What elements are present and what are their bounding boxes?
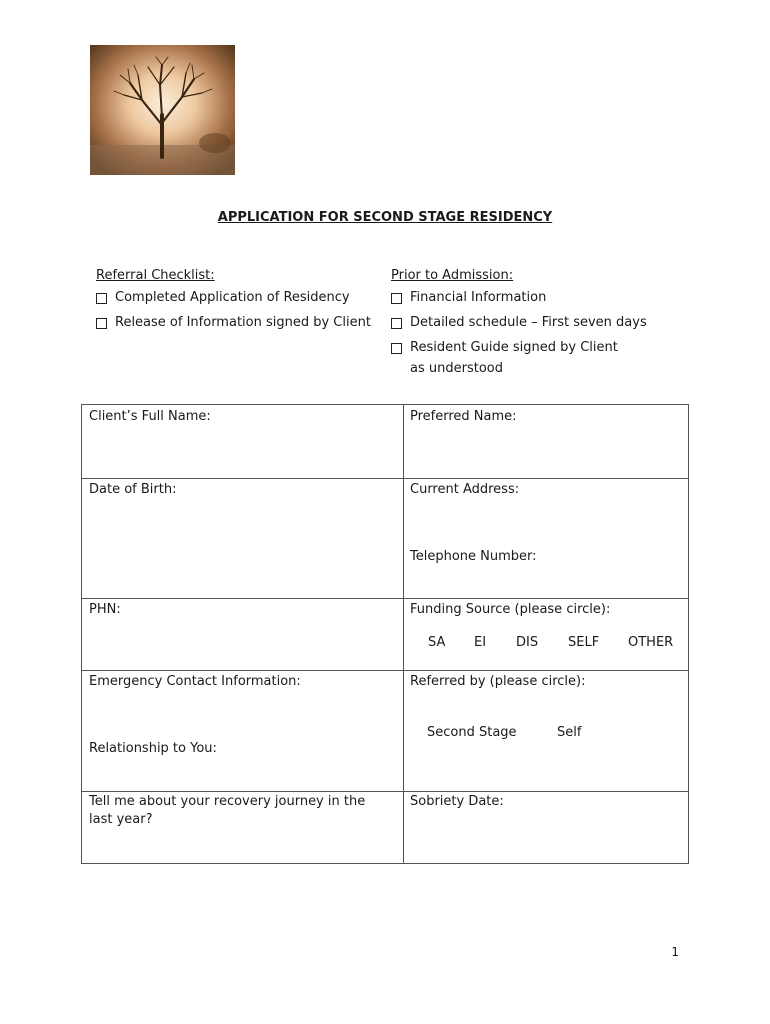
funding-option[interactable]: EI — [474, 635, 487, 650]
checklist-item[interactable]: Financial Information — [391, 287, 651, 308]
funding-source-label: Funding Source (please circle): — [410, 602, 611, 617]
row-divider — [82, 670, 688, 671]
checkbox[interactable] — [391, 343, 402, 354]
page-title: APPLICATION FOR SECOND STAGE RESIDENCY — [217, 210, 553, 225]
checkbox[interactable] — [96, 293, 107, 304]
tree-logo — [90, 45, 235, 175]
telephone-label: Telephone Number: — [410, 549, 537, 564]
current-address-label: Current Address: — [410, 482, 520, 497]
checkbox[interactable] — [391, 318, 402, 329]
preferred-name-label: Preferred Name: — [410, 409, 517, 424]
full-name-label: Client’s Full Name: — [89, 409, 211, 424]
dob-label: Date of Birth: — [89, 482, 177, 497]
funding-option[interactable]: OTHER — [628, 635, 674, 650]
emergency-contact-label: Emergency Contact Information: — [89, 674, 301, 689]
application-form-table — [81, 404, 689, 864]
referred-by-label: Referred by (please circle): — [410, 674, 586, 689]
checklist-item[interactable]: Completed Application of Residency — [96, 287, 366, 308]
funding-option[interactable]: SELF — [568, 635, 600, 650]
relationship-label: Relationship to You: — [89, 741, 217, 756]
phn-label: PHN: — [89, 602, 121, 617]
sobriety-date-label: Sobriety Date: — [410, 794, 504, 809]
row-divider — [82, 598, 688, 599]
funding-option[interactable]: DIS — [516, 635, 539, 650]
checklist-item[interactable]: Release of Information signed by Client — [96, 312, 376, 333]
column-divider — [403, 405, 404, 863]
page-number: 1 — [671, 945, 679, 959]
checkbox[interactable] — [391, 293, 402, 304]
referred-option[interactable]: Self — [557, 725, 582, 740]
referred-option[interactable]: Second Stage — [427, 725, 517, 740]
referral-checklist-heading: Referral Checklist: — [96, 268, 215, 283]
checklist-item[interactable]: Detailed schedule – First seven days — [391, 312, 651, 333]
row-divider — [82, 791, 688, 792]
prior-to-admission-heading: Prior to Admission: — [391, 268, 514, 283]
row-divider — [82, 478, 688, 479]
funding-option[interactable]: SA — [428, 635, 446, 650]
checklist-item[interactable]: Resident Guide signed by Client as understood — [391, 337, 621, 379]
checkbox[interactable] — [96, 318, 107, 329]
recovery-journey-label: Tell me about your recovery journey in the last year? — [89, 794, 366, 827]
